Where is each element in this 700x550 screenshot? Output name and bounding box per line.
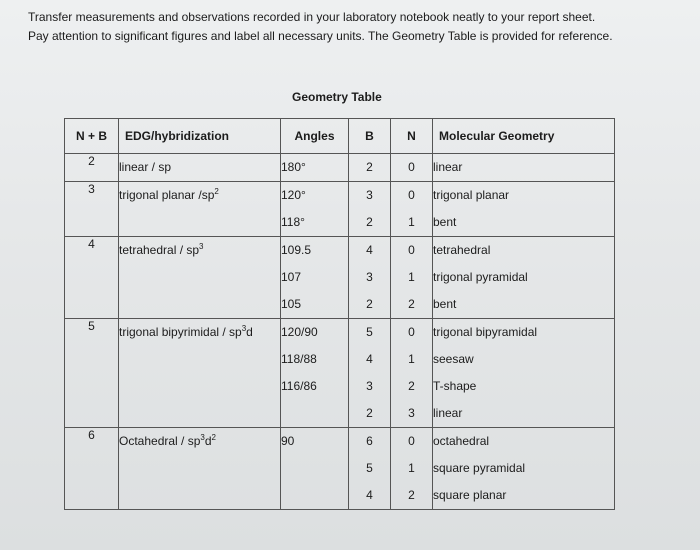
- angles-cell: [281, 237, 349, 319]
- angle-value: 109.5: [281, 243, 312, 257]
- edg-superscript: 3: [200, 433, 205, 442]
- angle-value: 105: [281, 297, 302, 311]
- edg-superscript-2: 2: [211, 433, 216, 442]
- geometry-value: bent: [433, 297, 457, 311]
- n-value: 0: [408, 243, 415, 257]
- table-row: [65, 237, 615, 319]
- header-b: B: [349, 119, 391, 154]
- geometry-cell: [433, 428, 615, 510]
- n-cell: [391, 237, 433, 319]
- geometry-value: seesaw: [433, 352, 474, 366]
- angles-cell: [281, 182, 349, 237]
- geometry-value: linear: [433, 406, 463, 420]
- instructions-line-2: Pay attention to significant figures and label all necessary units. The Geometry Table is provided for reference.: [28, 29, 613, 43]
- angle-value: 116/86: [281, 379, 317, 393]
- edg-cell: [119, 237, 281, 319]
- n-value: 1: [408, 461, 415, 475]
- geometry-value: linear: [433, 160, 463, 174]
- instructions: [28, 8, 688, 46]
- edg-tail: d: [246, 325, 253, 339]
- nb-cell: 5: [65, 319, 119, 428]
- table-row: [65, 182, 615, 237]
- n-value: 1: [408, 215, 415, 229]
- n-cell: [391, 154, 433, 182]
- b-value: 5: [366, 325, 373, 339]
- geometry-value: trigonal bipyramidal: [433, 325, 538, 339]
- header-row: [65, 119, 615, 154]
- angle-value: 180°: [281, 160, 306, 174]
- n-value: 0: [408, 325, 415, 339]
- geometry-value: trigonal pyramidal: [433, 270, 528, 284]
- nb-cell: 3: [65, 182, 119, 237]
- n-value: 1: [408, 270, 415, 284]
- geometry-value: square pyramidal: [433, 461, 526, 475]
- b-cell: [349, 182, 391, 237]
- angle-value: 90: [281, 434, 295, 448]
- angle-value: 118°: [281, 215, 305, 229]
- b-value: 2: [366, 297, 373, 311]
- angle-value: [281, 400, 348, 427]
- table-row: [65, 154, 615, 182]
- b-value: 4: [366, 488, 373, 502]
- table-row: [65, 319, 615, 428]
- b-value: 4: [366, 243, 373, 257]
- geometry-value: trigonal planar: [433, 188, 510, 202]
- geometry-value: octahedral: [433, 434, 490, 448]
- edg-text: trigonal planar /sp: [119, 188, 215, 202]
- b-value: 2: [366, 215, 373, 229]
- angles-cell: [281, 428, 349, 510]
- edg-text: linear / sp: [119, 160, 172, 174]
- header-n: N: [391, 119, 433, 154]
- n-value: 0: [408, 188, 415, 202]
- nb-cell: 6: [65, 428, 119, 510]
- b-cell: [349, 154, 391, 182]
- geometry-table: [64, 118, 615, 510]
- geometry-cell: [433, 319, 615, 428]
- angle-value: 120/90: [281, 325, 318, 339]
- geometry-cell: [433, 182, 615, 237]
- geometry-value: T-shape: [433, 379, 477, 393]
- n-cell: [391, 319, 433, 428]
- n-value: 2: [408, 488, 415, 502]
- edg-superscript: 3: [241, 324, 247, 333]
- b-cell: [349, 237, 391, 319]
- n-value: 0: [408, 160, 415, 174]
- edg-text: Octahedral / sp: [119, 434, 201, 448]
- angles-cell: [281, 154, 349, 182]
- b-value: 2: [366, 160, 373, 174]
- b-value: 2: [366, 406, 373, 420]
- angle-value: 118/88: [281, 352, 317, 366]
- header-edg: EDG/hybridization: [119, 119, 281, 154]
- n-cell: [391, 182, 433, 237]
- b-cell: [349, 428, 391, 510]
- nb-cell: 4: [65, 237, 119, 319]
- edg-cell: [119, 319, 281, 428]
- header-geometry: Molecular Geometry: [433, 119, 615, 154]
- edg-text: trigonal bipyrimidal / sp: [119, 325, 242, 339]
- geometry-value: square planar: [433, 488, 507, 502]
- header-angles: Angles: [281, 119, 349, 154]
- instructions-line-1: Transfer measurements and observations recorded in your laboratory notebook neatly to your report sheet.: [28, 10, 596, 24]
- angle-value: [281, 482, 348, 509]
- b-value: 3: [366, 188, 373, 202]
- angle-value: [281, 455, 348, 482]
- edg-text: tetrahedral / sp: [119, 243, 200, 257]
- geometry-value: bent: [433, 215, 457, 229]
- b-cell: [349, 319, 391, 428]
- edg-superscript: 3: [199, 242, 204, 251]
- b-value: 5: [366, 461, 373, 475]
- nb-cell: 2: [65, 154, 119, 182]
- edg-cell: [119, 182, 281, 237]
- header-nb: N + B: [65, 119, 119, 154]
- angle-value: 107: [281, 270, 302, 284]
- b-value: 6: [366, 434, 373, 448]
- edg-superscript: 2: [214, 187, 219, 196]
- table-title: Geometry Table: [292, 90, 382, 104]
- n-value: 1: [408, 352, 415, 366]
- n-cell: [391, 428, 433, 510]
- edg-cell: [119, 428, 281, 510]
- n-value: 0: [408, 434, 415, 448]
- geometry-cell: [433, 237, 615, 319]
- b-value: 3: [366, 270, 373, 284]
- geometry-value: tetrahedral: [433, 243, 491, 257]
- b-value: 3: [366, 379, 373, 393]
- edg-cell: [119, 154, 281, 182]
- b-value: 4: [366, 352, 373, 366]
- n-value: 2: [408, 379, 415, 393]
- geometry-cell: [433, 154, 615, 182]
- edg-tail: d: [204, 434, 212, 448]
- angle-value: 120°: [281, 188, 306, 202]
- n-value: 2: [408, 297, 415, 311]
- angles-cell: [281, 319, 349, 428]
- n-value: 3: [408, 406, 415, 420]
- table-row: [65, 428, 615, 510]
